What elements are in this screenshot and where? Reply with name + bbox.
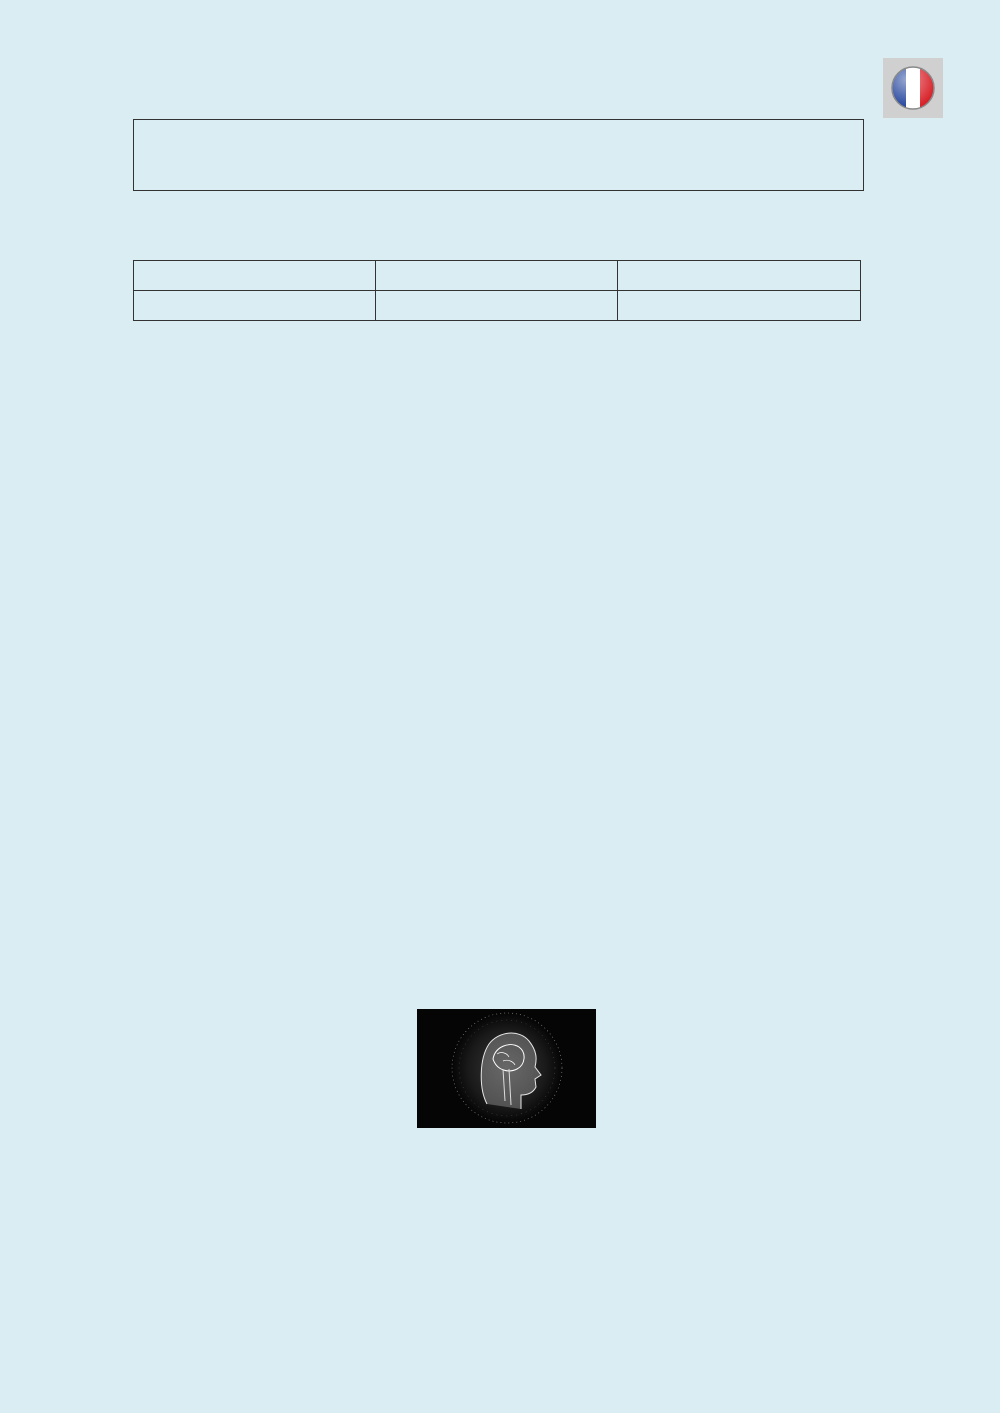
- conjugation-table: [133, 260, 861, 321]
- french-flag-icon: [883, 58, 943, 118]
- header-infinitif: [134, 261, 376, 291]
- table-header-row: [134, 261, 861, 291]
- header-futur-indicatif: [376, 261, 618, 291]
- example-infinitif: [134, 291, 376, 321]
- brain-head-image: [417, 1009, 596, 1128]
- example-futur-indicatif: [376, 291, 618, 321]
- example-row: [134, 291, 861, 321]
- title-box: [133, 119, 864, 191]
- example-futur-proche: [618, 291, 861, 321]
- header-futur-proche: [618, 261, 861, 291]
